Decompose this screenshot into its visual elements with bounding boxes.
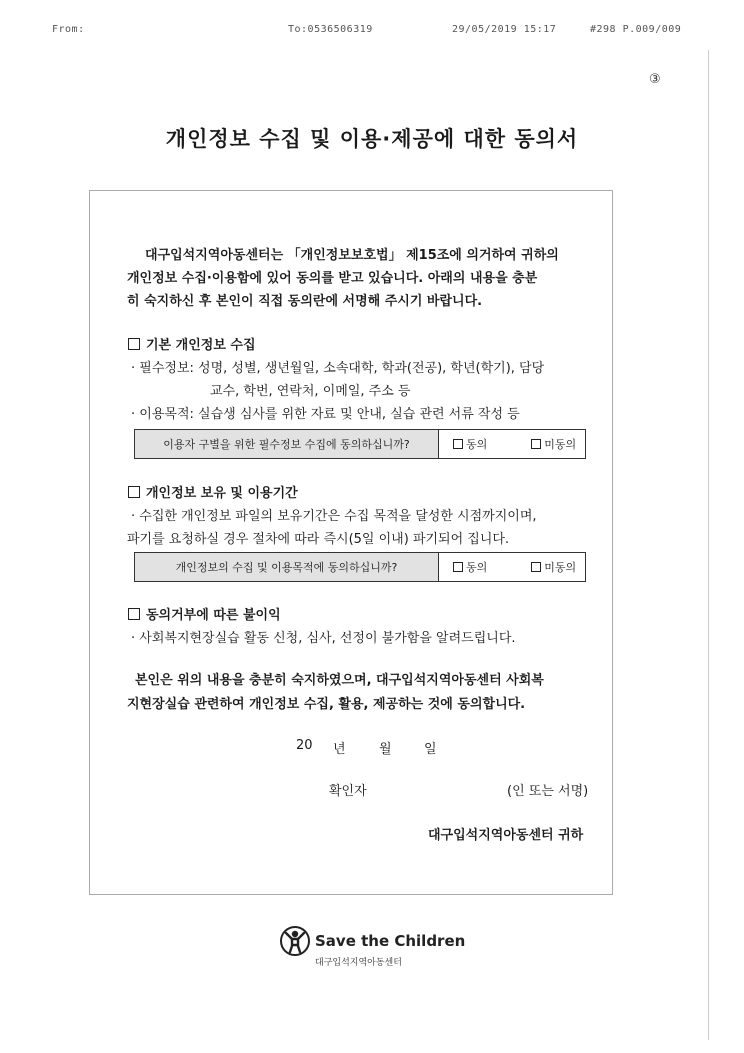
section2-agree-option[interactable]: 동의 <box>453 553 487 581</box>
fax-from: From: <box>52 24 85 35</box>
page-marker: ③ <box>649 72 661 87</box>
intro-line-1: 대구입석지역아동센터는 「개인정보보호법」 제15조에 의거하여 귀하의 <box>145 248 559 263</box>
save-the-children-logo-icon <box>279 924 311 958</box>
intro-line-2: 개인정보 수집·이용함에 있어 동의를 받고 있습니다. 아래의 내용을 충분 <box>127 271 538 286</box>
section2-line-1: · 수집한 개인정보 파일의 보유기간은 수집 목적을 달성한 시점까지이며, <box>131 509 537 524</box>
section1-disagree-option[interactable]: 미동의 <box>531 430 576 458</box>
document-title: 개인정보 수집 및 이용·제공에 대한 동의서 <box>165 127 579 151</box>
section1-consent-row <box>134 429 586 459</box>
section2-consent-row <box>134 552 586 582</box>
date-year-unit: 년 <box>333 742 346 757</box>
checkbox-icon[interactable] <box>531 439 541 449</box>
closing-line-1: 본인은 위의 내용을 충분히 숙지하였으며, 대구입석지역아동센터 사회복 <box>135 673 544 688</box>
signature-label: 확인자 <box>329 784 367 799</box>
signature-hint: (인 또는 서명) <box>507 784 589 799</box>
section1-question: 이용자 구별을 위한 필수정보 수집에 동의하십니까? <box>135 430 439 458</box>
section2-disagree-option[interactable]: 미동의 <box>531 553 576 581</box>
checkbox-icon[interactable] <box>531 562 541 572</box>
date-month-unit: 월 <box>379 742 392 757</box>
checkbox-icon[interactable] <box>453 439 463 449</box>
section2-question: 개인정보의 수집 및 이용목적에 동의하십니까? <box>135 553 439 581</box>
logo-sub-name: 대구입석지역아동센터 <box>315 958 402 968</box>
section1-line-3: · 이용목적: 실습생 심사를 위한 자료 및 안내, 실습 관련 서류 작성 등 <box>131 407 520 422</box>
fax-to: To:0536506319 <box>288 24 373 35</box>
section3-line-1: · 사회복지현장실습 활동 신청, 심사, 선정이 불가함을 알려드립니다. <box>131 631 516 646</box>
page-edge-line <box>708 50 709 1040</box>
intro-line-3: 히 숙지하신 후 본인이 직접 동의란에 서명해 주시기 바랍니다. <box>127 294 483 309</box>
closing-line-2: 지현장실습 관련하여 개인정보 수집, 활용, 제공하는 것에 동의합니다. <box>127 697 526 712</box>
section1-line-1: · 필수정보: 성명, 성별, 생년월일, 소속대학, 학과(전공), 학년(학기), 담당 <box>131 361 545 376</box>
section1-heading: 기본 개인정보 수집 <box>128 334 256 353</box>
fax-page: #298 P.009/009 <box>590 24 682 35</box>
section2-heading: 개인정보 보유 및 이용기간 <box>128 482 298 501</box>
recipient: 대구입석지역아동센터 귀하 <box>428 828 584 843</box>
section2-line-2: 파기를 요청하실 경우 절차에 따라 즉시(5일 이내) 파기되어 집니다. <box>127 532 510 547</box>
checkbox-icon <box>128 608 140 620</box>
logo-org-name: Save the Children <box>315 932 466 950</box>
fax-datetime: 29/05/2019 15:17 <box>452 24 557 35</box>
checkbox-icon <box>128 486 140 498</box>
section1-line-2: 교수, 학번, 연락처, 이메일, 주소 등 <box>210 384 411 399</box>
checkbox-icon <box>128 338 140 350</box>
checkbox-icon[interactable] <box>453 562 463 572</box>
date-day-unit: 일 <box>424 742 437 757</box>
section1-agree-option[interactable]: 동의 <box>453 430 487 458</box>
section3-heading: 동의거부에 따른 불이익 <box>128 604 281 623</box>
date-year: 20 <box>296 738 313 753</box>
